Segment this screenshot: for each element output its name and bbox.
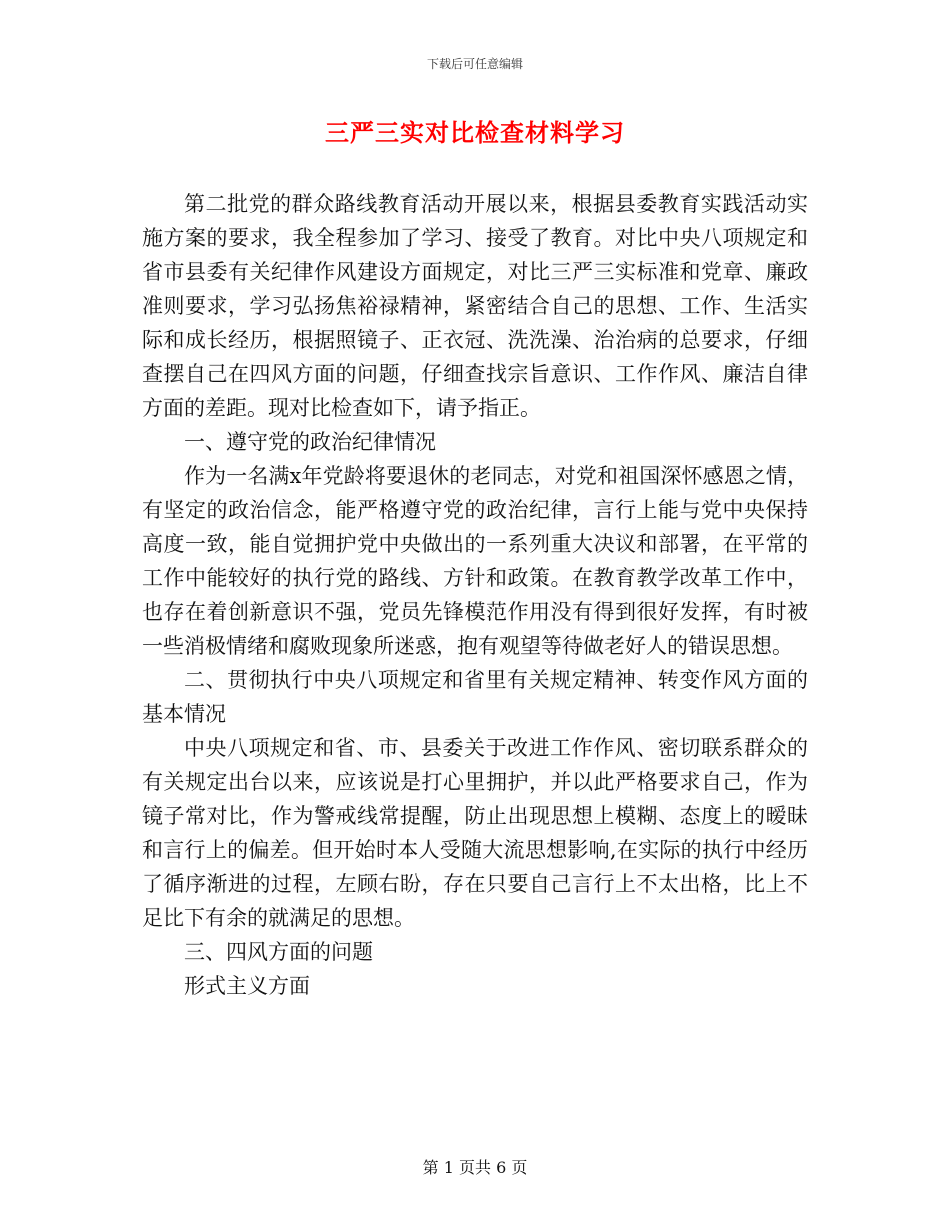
header-note: 下载后可任意编辑: [426, 57, 523, 71]
paragraph-section-2: 中央八项规定和省、市、县委关于改进工作作风、密切联系群众的有关规定出台以来，应该说是打心里拥护，并以此严格要求自己，作为镜子常对比，作为警戒线常提醒，防止出现思想上模糊、态度上的暧昧和言行上的偏差。但开始时本人受随大流思想影响,在实际的执行中经历了循序渐进的过程，左顾右盼，存在只要自己言行上不太出格，比上不足比下有余的就满足的思想。: [142, 736, 808, 930]
paragraph-section-1: 作为一名满x年党龄将要退休的老同志，对党和祖国深怀感恩之情，有坚定的政治信念，能严格遵守党的政治纪律，言行上能与党中央保持高度一致，能自觉拥护党中央做出的一系列重大决议和部署，在平常的工作中能较好的执行党的路线、方针和政策。在教育教学改革工作中，也存在着创新意识不强，党员先锋模范作用没有得到很好发挥，有时被一些消极情绪和腐败现象所迷惑，抱有观望等待做老好人的错误思想。: [142, 464, 808, 658]
section-heading-1: 一、遵守党的政治纪律情况: [184, 430, 436, 454]
document-body: [142, 187, 808, 1003]
paragraph-intro: 第二批党的群众路线教育活动开展以来，根据县委教育实践活动实施方案的要求，我全程参加了学习、接受了教育。对比中央八项规定和省市县委有关纪律作风建设方面规定，对比三严三实标准和党章、廉政准则要求，学习弘扬焦裕禄精神，紧密结合自己的思想、工作、生活实际和成长经历，根据照镜子、正衣冠、洗洗澡、治治病的总要求，仔细查摆自己在四风方面的问题，仔细查找宗旨意识、工作作风、廉洁自律方面的差距。现对比检查如下，请予指正。: [142, 192, 808, 420]
document-title: 三严三实对比检查材料学习: [325, 118, 625, 147]
section-heading-2: 二、贯彻执行中央八项规定和省里有关规定精神、转变作风方面的基本情况: [142, 668, 808, 726]
subsection-heading-formalism: 形式主义方面: [184, 974, 310, 998]
section-heading-3: 三、四风方面的问题: [184, 940, 373, 964]
page-number: 第 1 页共 6 页: [422, 1158, 528, 1177]
